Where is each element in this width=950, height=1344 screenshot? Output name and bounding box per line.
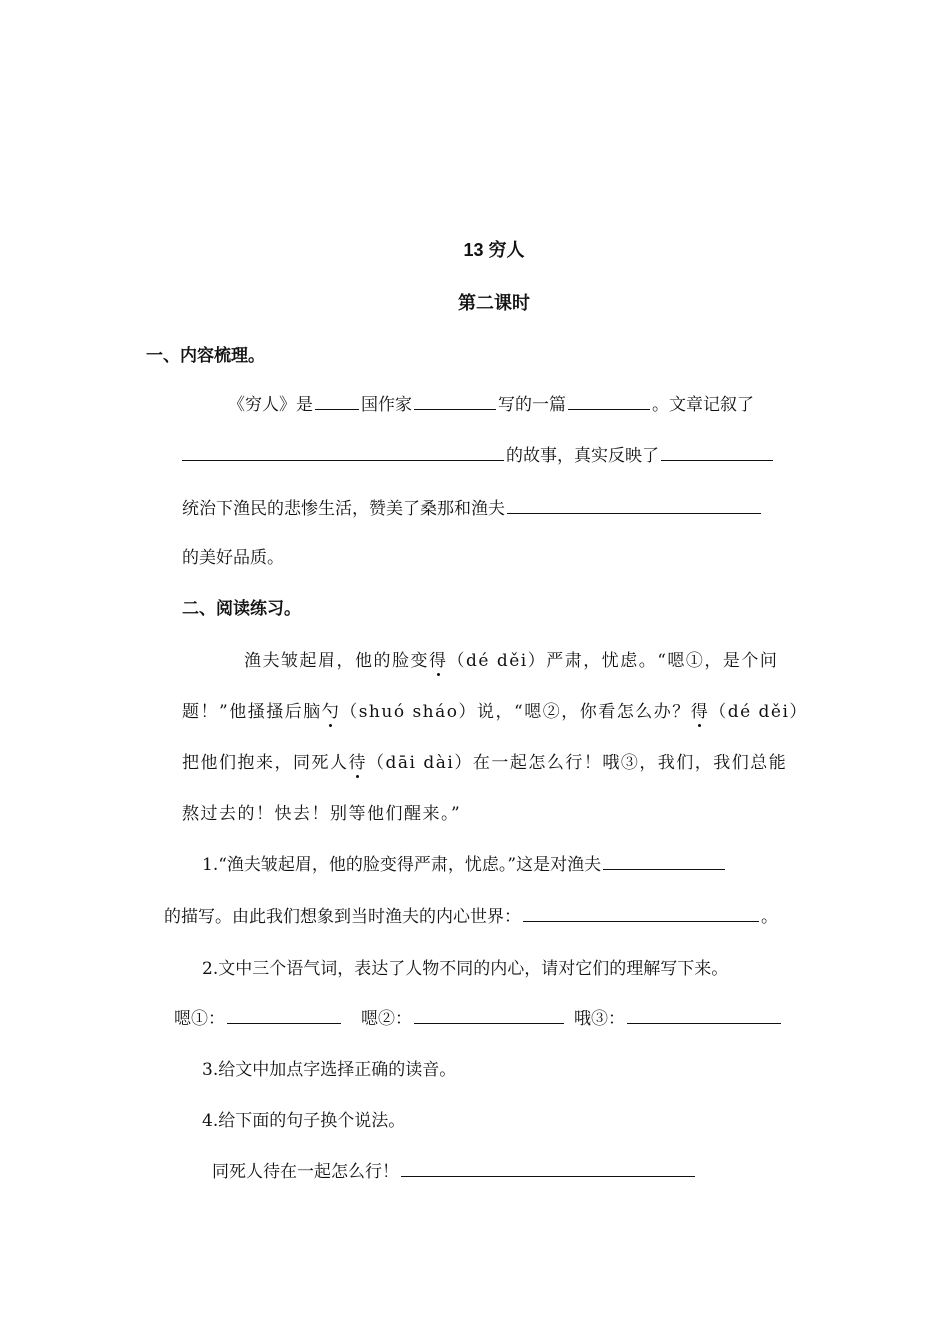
dotted-char: 得 (690, 702, 710, 722)
dotted-char: 待 (348, 753, 367, 773)
question-text: 。 (761, 907, 778, 927)
passage-line-1 (244, 646, 778, 671)
summary-line-3 (182, 494, 763, 519)
passage-text: 把他们抱来，同死人 (182, 753, 349, 773)
dotted-char: 勺 (321, 702, 341, 722)
blank-q2-o3[interactable] (627, 1022, 781, 1024)
dotted-char: 得 (429, 651, 448, 671)
summary-line-4: 的美好品质。 (182, 548, 284, 568)
blank-era[interactable] (661, 459, 773, 461)
blank-story[interactable] (182, 459, 504, 461)
answer-label: 嗯①： (174, 1009, 225, 1029)
page-subtitle: 第二课时 (458, 293, 530, 313)
question-text: 1.“渔夫皱起眉，他的脸变得严肃，忧虑。”这是对渔夫 (202, 855, 602, 875)
blank-author[interactable] (414, 408, 496, 410)
passage-text: （dé děi）严肃，忧虑。“嗯①，是个问 (447, 651, 779, 671)
passage-text: （dé děi） (709, 702, 808, 722)
section2-heading: 二、阅读练习。 (182, 599, 301, 618)
blank-q1-description[interactable] (603, 868, 725, 870)
blank-q2-en1[interactable] (227, 1022, 341, 1024)
summary-line-2 (182, 441, 775, 466)
passage-text: （shuó sháo）说，“嗯②，你看怎么办？ (340, 702, 691, 722)
answer-label: 哦③： (574, 1009, 625, 1029)
summary-text: 写的一篇 (498, 395, 566, 415)
section1-heading: 一、内容梳理。 (146, 346, 265, 365)
passage-line-4: 熬过去的！快去！别等他们醒来。” (182, 804, 462, 824)
passage-text: （dāi dài）在一起怎么行！哦③，我们，我们总能 (367, 753, 788, 773)
passage-line-3 (182, 748, 787, 773)
summary-text: 的故事，真实反映了 (506, 446, 659, 466)
blank-q2-en2[interactable] (414, 1022, 564, 1024)
question-3: 3.给文中加点字选择正确的读音。 (202, 1060, 457, 1080)
summary-line-1 (228, 390, 754, 415)
passage-text: 题！”他搔搔后脑 (182, 702, 322, 722)
blank-q4-rewrite[interactable] (401, 1175, 695, 1177)
blank-nationality[interactable] (315, 408, 359, 410)
passage-line-2 (182, 697, 808, 722)
answer-label: 嗯②： (361, 1009, 412, 1029)
summary-text: 《穷人》是 (228, 395, 313, 415)
blank-quality[interactable] (507, 512, 761, 514)
question-text: 同死人待在一起怎么行！ (212, 1162, 399, 1182)
summary-text: 统治下渔民的悲惨生活，赞美了桑那和渔夫 (182, 499, 505, 519)
passage-text: 渔夫皱起眉，他的脸变 (244, 651, 429, 671)
blank-genre[interactable] (568, 408, 650, 410)
summary-text: 国作家 (361, 395, 412, 415)
question-text: 的描写。由此我们想象到当时渔夫的内心世界： (164, 907, 521, 927)
question-1-line-2 (164, 902, 778, 927)
question-4: 4.给下面的句子换个说法。 (202, 1111, 406, 1131)
question-1-line-1 (202, 850, 727, 875)
question-2-answers (174, 1004, 783, 1029)
page-title: 13 穷人 (463, 240, 525, 260)
question-2: 2.文中三个语气词，表达了人物不同的内心，请对它们的理解写下来。 (202, 959, 729, 979)
question-4-sentence (212, 1157, 697, 1182)
summary-text: 。文章记叙了 (652, 395, 754, 415)
blank-q1-inner-world[interactable] (523, 920, 759, 922)
